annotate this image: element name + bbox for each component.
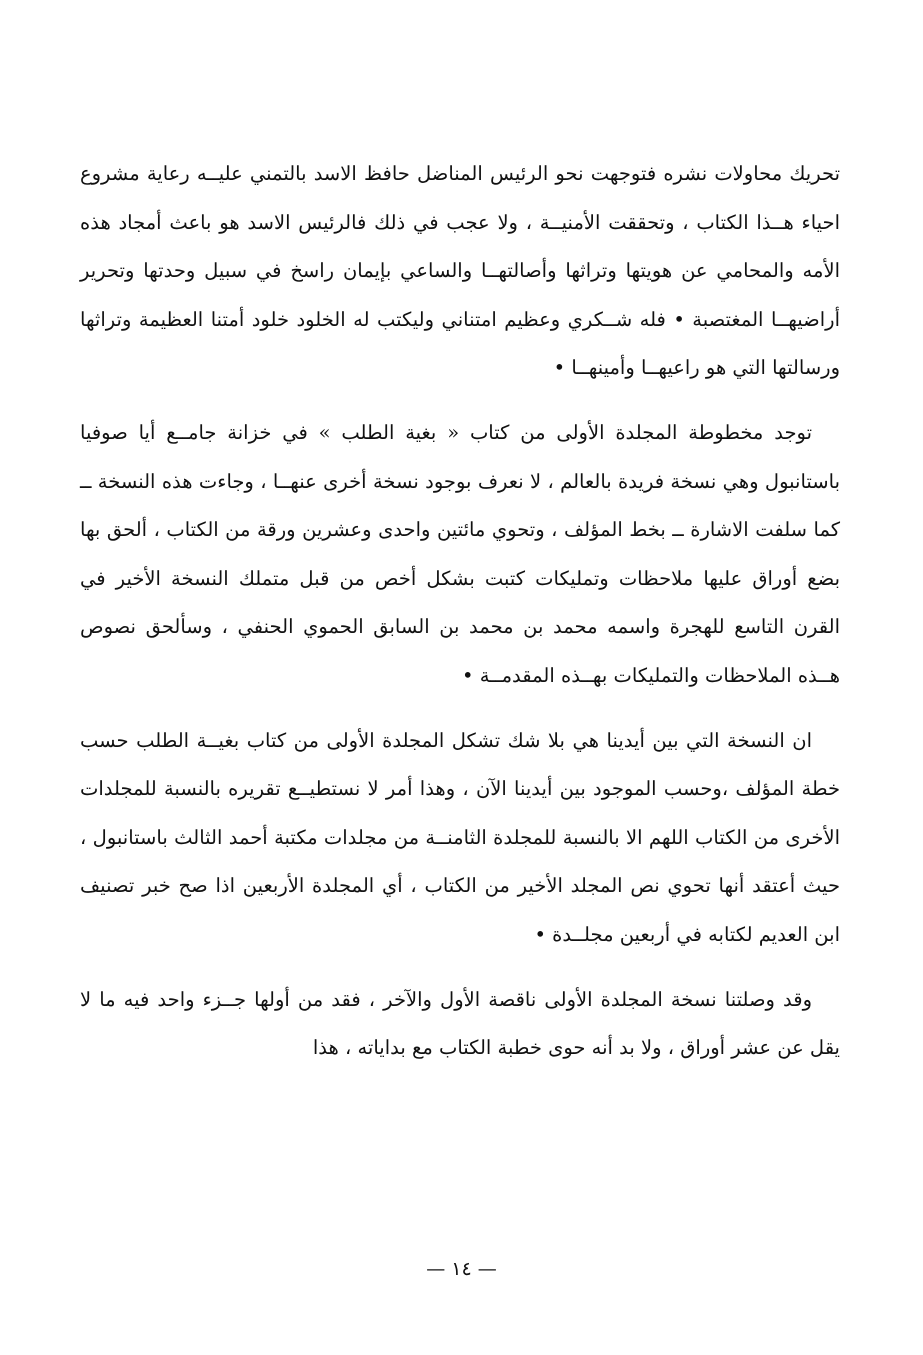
paragraph-2: توجد مخطوطة المجلدة الأولى من كتاب « بغية الطلب » في خزانة جامــع أيا صوفيا باستانبول وهي نسخة فريدة بالعالم ، لا نعرف بوجود نسخة أخرى عنهــا ، وجاءت هذه النسخة ــ كما سلفت الاشارة ــ بخط المؤلف ، وتحوي مائتين واحدى وعشرين ورقة من الكتاب ، ألحق بها بضع أوراق عليها ملاحظات وتمليكات كتبت بشكل أخص من قبل متملك النسخة الأخير في القرن التاسع للهجرة واسمه محمد بن محمد بن السابق الحموي الحنفي ، وسألحق نصوص هــذه الملاحظات والتمليكات بهــذه المقدمــة • — [80, 420, 840, 687]
page-number: — ١٤ — — [426, 1258, 497, 1280]
paragraph-4: وقد وصلتنا نسخة المجلدة الأولى ناقصة الأول والآخر ، فقد من أولها جــزء واحد فيه ما لا يقل عن عشر أوراق ، ولا بد أنه حوى خطبة الكتاب مع بداياته ، هذا — [80, 987, 840, 1060]
paragraph-1: تحريك محاولات نشره فتوجهت نحو الرئيس المناضل حافظ الاسد بالتمني عليــه رعاية مشروع احياء هــذا الكتاب ، وتحققت الأمنيــة ، ولا عجب في ذلك فالرئيس الاسد هو باعث أمجاد هذه الأمه والمحامي عن هويتها وتراثها وأصالتهــا والساعي بإيمان راسخ في سبيل وحدتها وتحرير أراضيهــا المغتصبة • فله شــكري وعظيم امتناني وليكتب له الخلود خلود أمتنا العظيمة وتراثها ورسالتها التي هو راعيهــا وأمينهــا • — [80, 162, 840, 380]
page-body — [80, 150, 840, 1073]
paragraph-3: ان النسخة التي بين أيدينا هي بلا شك تشكل المجلدة الأولى من كتاب بغيــة الطلب حسب خطة المؤلف ،وحسب الموجود بين أيدينا الآن ، وهذا أمر لا نستطيــع تقريره بالنسبة للمجلدات الأخرى من الكتاب اللهم الا بالنسبة للمجلدة الثامنــة من مجلدات مكتبة أحمد الثالث باستانبول ، حيث أعتقد أنها تحوي نص المجلد الأخير من الكتاب ، أي المجلدة الأربعين اذا صح خبر تصنيف ابن العديم لكتابه في أربعين مجلــدة • — [80, 728, 840, 946]
